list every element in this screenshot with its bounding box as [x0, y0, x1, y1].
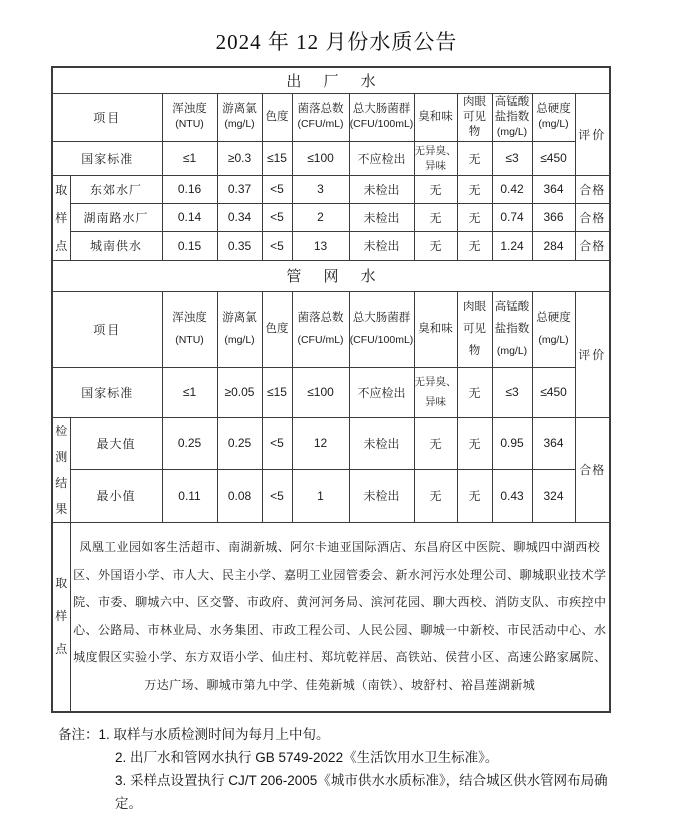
col-name: 浑浊度	[172, 103, 207, 115]
col-unit: (NTU)	[175, 118, 204, 130]
col-unit: (CFU/100mL)	[349, 334, 414, 346]
col-unit: (mg/L)	[224, 334, 255, 346]
data-cell: 0.42	[492, 175, 532, 203]
data-cell: 1	[292, 470, 349, 523]
data-cell: 0.35	[217, 232, 262, 260]
col-name: 臭和味	[418, 323, 453, 335]
data-cell: 无	[457, 470, 492, 523]
note-item: 3. 采样点设置执行 CJ/T 206-2005《城市供水水质标准》，结合城区供水管网布局确定。	[115, 773, 608, 811]
data-cell: 0.43	[492, 470, 532, 523]
data-cell: 0.25	[217, 417, 262, 470]
data-cell: 324	[532, 470, 575, 523]
col-name: 总大肠菌群	[352, 103, 411, 115]
standard-value: ≤100	[292, 367, 349, 417]
data-cell: 0.95	[492, 417, 532, 470]
data-cell: <5	[262, 417, 292, 470]
standard-value	[414, 141, 457, 175]
col-name: 总硬度	[536, 103, 571, 115]
col-header-turbidity	[162, 93, 217, 141]
data-cell: 364	[532, 175, 575, 203]
data-cell: 无	[457, 417, 492, 470]
notes-label: 备注：	[58, 727, 99, 742]
data-cell: 366	[532, 203, 575, 231]
col-header-coliform	[349, 93, 414, 141]
col-unit: (mg/L)	[496, 125, 528, 138]
standard-value: ≤450	[532, 367, 575, 417]
result-row-name: 最小值	[70, 470, 162, 523]
col-unit: (mg/L)	[538, 118, 569, 130]
data-cell: 12	[292, 417, 349, 470]
col-name: 总大肠菌群	[352, 312, 411, 324]
col-header-odor	[414, 291, 457, 367]
col-name: 高锰酸盐指数	[494, 95, 530, 123]
data-cell: 未检出	[349, 203, 414, 231]
col-header-hardness	[532, 93, 575, 141]
sampling-site-name: 东郊水厂	[70, 175, 162, 203]
col-header-visible-matter	[457, 93, 492, 141]
data-cell: <5	[262, 175, 292, 203]
col-unit: (NTU)	[175, 334, 204, 346]
data-cell: 1.24	[492, 232, 532, 260]
col-header-free-chlorine	[217, 291, 262, 367]
note-item: 1. 取样与水质检测时间为每月上中旬。	[98, 727, 330, 742]
standard-value: ≤15	[262, 367, 292, 417]
sampling-points-list: 凤凰工业园如客生活超市、南湖新城、阿尔卡迪亚国际酒店、东昌府区中医院、聊城四中湖西校区、外国语小学、市人大、民主小学、嘉明工业园管委会、新水河污水处理公司、聊城职业技术学院、市委、聊城六中、区交警、市政府、黄河河务局、滨河花园、聊大西校、消防支队、市疾控中心、公路局、市林业局、水务集团、市政工程公司、人民公园、聊城一中新校、市民活动中心、水城度假区实验小学、东方双语小学、仙庄村、郑坑乾祥居、高铁站、侯营小区、高速公路家属院、万达广场、聊城市第九中学、佳苑新城（南铁）、坡舒村、裕昌莲湖新城	[70, 522, 610, 712]
col-name: 浑浊度	[172, 312, 207, 324]
data-cell: 无	[414, 232, 457, 260]
data-cell: 0.16	[162, 175, 217, 203]
col-unit: (mg/L)	[496, 345, 528, 357]
data-cell: 0.34	[217, 203, 262, 231]
data-cell: 0.11	[162, 470, 217, 523]
col-header-odor	[414, 93, 457, 141]
col-header-turbidity	[162, 291, 217, 367]
standard-value: 不应检出	[349, 141, 414, 175]
data-cell: 3	[292, 175, 349, 203]
data-cell: 284	[532, 232, 575, 260]
standard-value: ≤100	[292, 141, 349, 175]
standard-value: ≤3	[492, 367, 532, 417]
col-name: 菌落总数	[297, 312, 344, 324]
col-name: 臭和味	[418, 110, 453, 123]
data-cell: 未检出	[349, 175, 414, 203]
data-cell: 364	[532, 417, 575, 470]
sampling-site-name: 湖南路水厂	[70, 203, 162, 231]
standard-value: ≤15	[262, 141, 292, 175]
header-item: 项目	[52, 291, 162, 367]
note-item: 2. 出厂水和管网水执行 GB 5749-2022《生活饮用水卫生标准》。	[115, 750, 499, 765]
col-unit: (CFU/mL)	[297, 118, 344, 130]
data-cell: 无	[414, 175, 457, 203]
data-cell: 无	[414, 417, 457, 470]
col-name: 高锰酸盐指数	[494, 301, 530, 335]
data-cell: <5	[262, 470, 292, 523]
col-name: 色度	[265, 110, 289, 123]
col-unit: (CFU/mL)	[297, 334, 344, 346]
col-header-coliform	[349, 291, 414, 367]
data-cell: 未检出	[349, 232, 414, 260]
data-cell: 无	[414, 470, 457, 523]
standard-value: 无	[457, 367, 492, 417]
col-name: 游离氯	[222, 312, 257, 324]
data-cell: 未检出	[349, 470, 414, 523]
col-name: 总硬度	[536, 312, 571, 324]
header-verdict: 评价	[575, 93, 610, 175]
row-group-label-sampling-points: 取样点	[52, 522, 70, 712]
standard-value: ≥0.3	[217, 141, 262, 175]
col-header-colony-count	[292, 291, 349, 367]
col-unit: (CFU/100mL)	[349, 118, 414, 130]
col-header-visible-matter	[457, 291, 492, 367]
row-group-label-sampling-points: 取样点	[52, 175, 70, 260]
data-cell: 无	[457, 203, 492, 231]
col-header-permanganate	[492, 291, 532, 367]
verdict-cell: 合格	[575, 232, 610, 260]
standard-value: ≤450	[532, 141, 575, 175]
data-cell: <5	[262, 203, 292, 231]
verdict-cell: 合格	[575, 203, 610, 231]
standard-value-odor: 无异臭、异味	[414, 376, 457, 408]
data-cell: 0.74	[492, 203, 532, 231]
col-name: 肉眼可见物	[463, 95, 486, 138]
data-cell: <5	[262, 232, 292, 260]
data-cell: 无	[414, 203, 457, 231]
col-header-hardness	[532, 291, 575, 367]
verdict-cell: 合格	[575, 417, 610, 522]
standard-value: ≤1	[162, 367, 217, 417]
header-verdict: 评价	[575, 291, 610, 417]
data-cell: 未检出	[349, 417, 414, 470]
result-row-name: 最大值	[70, 417, 162, 470]
data-cell: 无	[457, 232, 492, 260]
col-unit: (mg/L)	[224, 118, 255, 130]
row-group-label-test-results: 检测结果	[52, 417, 70, 522]
section-title-network-water: 管 网 水	[52, 260, 610, 291]
standard-row-label: 国家标准	[52, 367, 162, 417]
standard-value	[414, 367, 457, 417]
note-line	[58, 723, 624, 746]
data-cell: 无	[457, 175, 492, 203]
data-cell: 0.15	[162, 232, 217, 260]
col-name: 游离氯	[222, 103, 257, 115]
col-header-chroma	[262, 291, 292, 367]
data-cell: 13	[292, 232, 349, 260]
col-name: 肉眼可见物	[463, 301, 486, 357]
sampling-site-name: 城南供水	[70, 232, 162, 260]
col-header-free-chlorine	[217, 93, 262, 141]
standard-value: 不应检出	[349, 367, 414, 417]
water-quality-table	[51, 66, 611, 713]
col-header-permanganate	[492, 93, 532, 141]
header-item: 项目	[52, 93, 162, 141]
col-header-colony-count	[292, 93, 349, 141]
page-title: 2024 年 12 月份水质公告	[215, 30, 458, 54]
standard-value: ≤3	[492, 141, 532, 175]
standard-value: 无	[457, 141, 492, 175]
col-name: 色度	[265, 323, 289, 335]
data-cell: 0.25	[162, 417, 217, 470]
standard-value: ≥0.05	[217, 367, 262, 417]
data-cell: 0.14	[162, 203, 217, 231]
data-cell: 0.37	[217, 175, 262, 203]
section-title-factory-water: 出 厂 水	[52, 67, 610, 93]
col-header-chroma	[262, 93, 292, 141]
standard-value: ≤1	[162, 141, 217, 175]
col-name: 菌落总数	[297, 103, 344, 115]
standard-value-odor: 无异臭、异味	[414, 145, 457, 172]
standard-row-label: 国家标准	[52, 141, 162, 175]
verdict-cell: 合格	[575, 175, 610, 203]
notes	[58, 723, 624, 815]
col-unit: (mg/L)	[538, 334, 569, 346]
water-quality-report-page	[0, 26, 673, 826]
data-cell: 2	[292, 203, 349, 231]
data-cell: 0.08	[217, 470, 262, 523]
